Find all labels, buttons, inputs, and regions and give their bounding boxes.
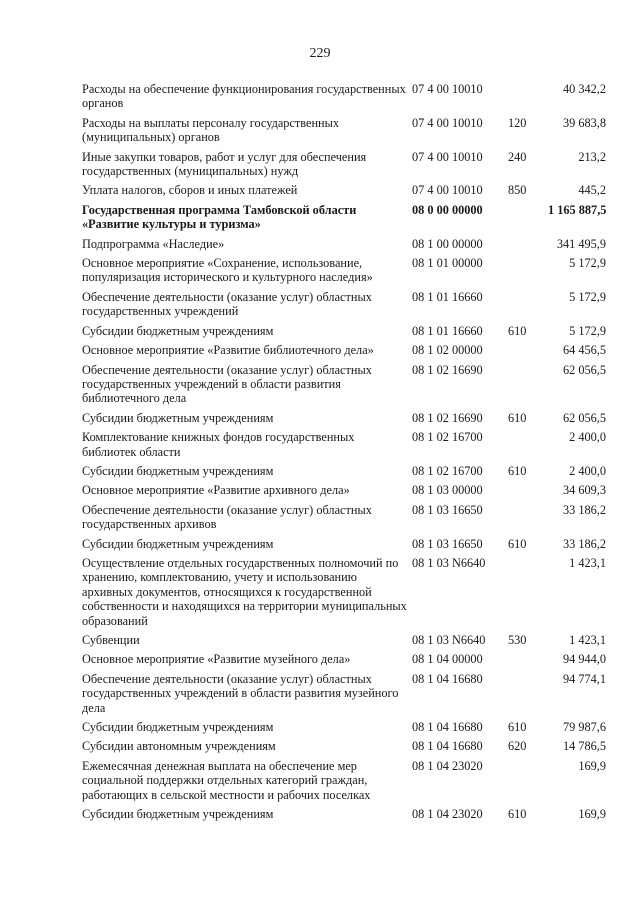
row-amount-cell: 213,2 xyxy=(578,149,606,164)
row-name-cell: Основное мероприятие «Развитие архивного дела» xyxy=(82,483,350,498)
table-row xyxy=(82,672,606,720)
row-amount-cell: 2 400,0 xyxy=(569,463,606,478)
row-name-cell: Субсидии бюджетным учреждениям xyxy=(82,807,274,822)
row-amount-cell: 1 165 887,5 xyxy=(548,202,607,217)
row-expense-type-cell xyxy=(504,82,548,116)
row-name-cell: Иные закупки товаров, работ и услуг для обеспечения государственных (муниципальных) нужд xyxy=(82,149,367,179)
row-code-cell: 08 1 02 00000 xyxy=(412,343,483,358)
row-code-cell: 08 1 03 N6640 xyxy=(412,555,486,570)
row-amount-cell: 5 172,9 xyxy=(569,256,606,271)
row-expense-type-cell xyxy=(504,503,548,537)
row-code-cell: 08 1 03 N6640 xyxy=(412,633,486,647)
row-code-cell: 07 4 00 10010 xyxy=(412,149,483,164)
row-expense-type-cell: 610 xyxy=(508,536,527,551)
row-amount-cell: 34 609,3 xyxy=(562,483,606,498)
row-code-cell: 08 1 03 00000 xyxy=(412,483,483,498)
table-row xyxy=(82,759,606,807)
row-code-cell: 08 1 04 23020 xyxy=(412,807,483,822)
row-code-cell: 08 1 04 00000 xyxy=(412,652,483,667)
row-amount-cell: 5 172,9 xyxy=(569,323,606,338)
row-name-cell: Субсидии бюджетным учреждениям xyxy=(82,720,274,735)
row-expense-type-cell: 610 xyxy=(508,323,527,338)
row-expense-type-cell xyxy=(504,672,548,720)
row-name-cell: Комплектование книжных фондов государственных библиотек области xyxy=(82,430,355,459)
table-row xyxy=(82,203,606,237)
table-row xyxy=(82,237,606,256)
row-amount-cell: 62 056,5 xyxy=(562,410,606,425)
row-expense-type-cell xyxy=(504,652,548,671)
row-amount-cell: 79 987,6 xyxy=(562,720,606,735)
row-name-cell: Субсидии бюджетным учреждениям xyxy=(82,410,274,425)
row-expense-type-cell xyxy=(504,483,548,502)
row-code-cell: 08 1 02 16690 xyxy=(412,362,483,377)
row-amount-cell: 169,9 xyxy=(578,807,606,822)
row-code-cell: 07 4 00 10010 xyxy=(412,183,483,198)
row-name-cell: Субвенции xyxy=(82,633,140,647)
table-row xyxy=(82,503,606,537)
row-code-cell: 07 4 00 10010 xyxy=(412,82,483,96)
table-row xyxy=(82,720,606,739)
row-name-cell: Субсидии бюджетным учреждениям xyxy=(82,323,274,338)
row-amount-cell: 1 423,1 xyxy=(569,633,606,647)
row-expense-type-cell: 850 xyxy=(508,183,527,198)
row-expense-type-cell: 610 xyxy=(508,807,527,822)
row-expense-type-cell xyxy=(504,363,548,411)
table-row xyxy=(82,290,606,324)
row-name-cell: Основное мероприятие «Развитие библиотечного дела» xyxy=(82,343,374,358)
row-name-cell: Обеспечение деятельности (оказание услуг) областных государственных учреждений xyxy=(82,289,372,319)
row-name-cell: Субсидии бюджетным учреждениям xyxy=(82,536,274,551)
row-name-cell: Ежемесячная денежная выплата на обеспечение мер социальной поддержки отдельных категорий граждан, работающих в сельской местности и рабочих поселках xyxy=(82,758,371,802)
row-name-cell: Осуществление отдельных государственных полномочий по хранению, комплектованию, учету и использованию архивных документов, относящихся к государственной собственности и находящихся на территории муниципальных образований xyxy=(82,555,407,628)
table-row xyxy=(82,739,606,758)
table-row xyxy=(82,183,606,202)
row-expense-type-cell xyxy=(504,556,548,633)
row-amount-cell: 341 495,9 xyxy=(556,236,606,251)
row-amount-cell: 1 423,1 xyxy=(569,555,606,570)
row-expense-type-cell: 610 xyxy=(508,463,527,478)
table-row xyxy=(82,807,606,826)
table-row xyxy=(82,430,606,464)
row-name-cell: Субсидии автономным учреждениям xyxy=(82,739,276,754)
row-amount-cell: 94 774,1 xyxy=(562,671,606,686)
row-amount-cell: 33 186,2 xyxy=(562,536,606,551)
table-row xyxy=(82,363,606,411)
row-amount-cell: 169,9 xyxy=(578,758,606,773)
row-amount-cell: 62 056,5 xyxy=(562,362,606,377)
row-code-cell: 08 1 01 16660 xyxy=(412,289,483,304)
row-code-cell: 08 1 00 00000 xyxy=(412,236,483,251)
row-expense-type-cell xyxy=(504,203,548,237)
row-code-cell: 08 1 02 16690 xyxy=(412,410,483,425)
row-name-cell: Субсидии бюджетным учреждениям xyxy=(82,463,274,478)
row-amount-cell: 5 172,9 xyxy=(569,289,606,304)
table-row xyxy=(82,556,606,633)
row-name-cell: Государственная программа Тамбовской области «Развитие культуры и туризма» xyxy=(82,202,357,232)
row-name-cell: Основное мероприятие «Развитие музейного дела» xyxy=(82,652,351,667)
row-code-cell: 08 1 04 16680 xyxy=(412,671,483,686)
row-expense-type-cell: 120 xyxy=(508,115,527,130)
row-expense-type-cell xyxy=(504,237,548,256)
table-row xyxy=(82,343,606,362)
table-row xyxy=(82,256,606,290)
row-code-cell: 08 1 04 16680 xyxy=(412,720,483,735)
page-number: 229 xyxy=(309,46,331,61)
row-amount-cell: 39 683,8 xyxy=(562,115,606,130)
row-name-cell: Расходы на выплаты персоналу государственных (муниципальных) органов xyxy=(82,115,340,145)
row-code-cell: 08 1 03 16650 xyxy=(412,536,483,551)
row-code-cell: 08 1 04 23020 xyxy=(412,758,483,773)
row-amount-cell: 445,2 xyxy=(578,183,606,198)
row-expense-type-cell: 610 xyxy=(508,720,527,735)
row-code-cell: 08 1 01 00000 xyxy=(412,256,483,271)
table-row xyxy=(82,324,606,343)
table-row xyxy=(82,411,606,430)
row-amount-cell: 94 944,0 xyxy=(562,652,606,667)
row-name-cell: Основное мероприятие «Сохранение, использование, популяризация исторического и культурного наследия» xyxy=(82,256,373,285)
table-row xyxy=(82,82,606,116)
row-name-cell: Обеспечение деятельности (оказание услуг) областных государственных архивов xyxy=(82,502,372,532)
row-code-cell: 08 1 03 16650 xyxy=(412,502,483,517)
row-expense-type-cell: 610 xyxy=(508,410,527,425)
budget-table xyxy=(82,82,606,826)
row-expense-type-cell xyxy=(504,343,548,362)
row-name-cell: Обеспечение деятельности (оказание услуг) областных государственных учреждений в области развития библиотечного дела xyxy=(82,362,372,406)
row-name-cell: Подпрограмма «Наследие» xyxy=(82,236,225,251)
row-expense-type-cell: 240 xyxy=(508,149,527,164)
row-amount-cell: 64 456,5 xyxy=(562,343,606,358)
row-amount-cell: 2 400,0 xyxy=(569,430,606,445)
table-row xyxy=(82,537,606,556)
row-expense-type-cell xyxy=(504,759,548,807)
row-expense-type-cell xyxy=(504,256,548,290)
row-expense-type-cell xyxy=(504,430,548,464)
table-row xyxy=(82,633,606,652)
row-expense-type-cell: 530 xyxy=(508,633,527,647)
row-name-cell: Уплата налогов, сборов и иных платежей xyxy=(82,183,298,198)
table-row xyxy=(82,150,606,184)
table-row xyxy=(82,464,606,483)
row-code-cell: 08 1 02 16700 xyxy=(412,463,483,478)
table-row xyxy=(82,116,606,150)
row-expense-type-cell xyxy=(504,290,548,324)
row-expense-type-cell: 620 xyxy=(508,739,527,754)
table-row xyxy=(82,652,606,671)
row-code-cell: 07 4 00 10010 xyxy=(412,115,483,130)
budget-table-body xyxy=(82,82,606,826)
row-code-cell: 08 1 04 16680 xyxy=(412,739,483,754)
row-name-cell: Расходы на обеспечение функционирования государственных органов xyxy=(82,82,406,111)
row-amount-cell: 40 342,2 xyxy=(562,82,606,96)
row-amount-cell: 14 786,5 xyxy=(562,739,606,754)
row-code-cell: 08 1 02 16700 xyxy=(412,430,483,445)
row-code-cell: 08 0 00 00000 xyxy=(412,202,483,217)
row-amount-cell: 33 186,2 xyxy=(562,502,606,517)
row-name-cell: Обеспечение деятельности (оказание услуг) областных государственных учреждений в области развития музейного дела xyxy=(82,671,399,715)
row-code-cell: 08 1 01 16660 xyxy=(412,323,483,338)
table-row xyxy=(82,483,606,502)
